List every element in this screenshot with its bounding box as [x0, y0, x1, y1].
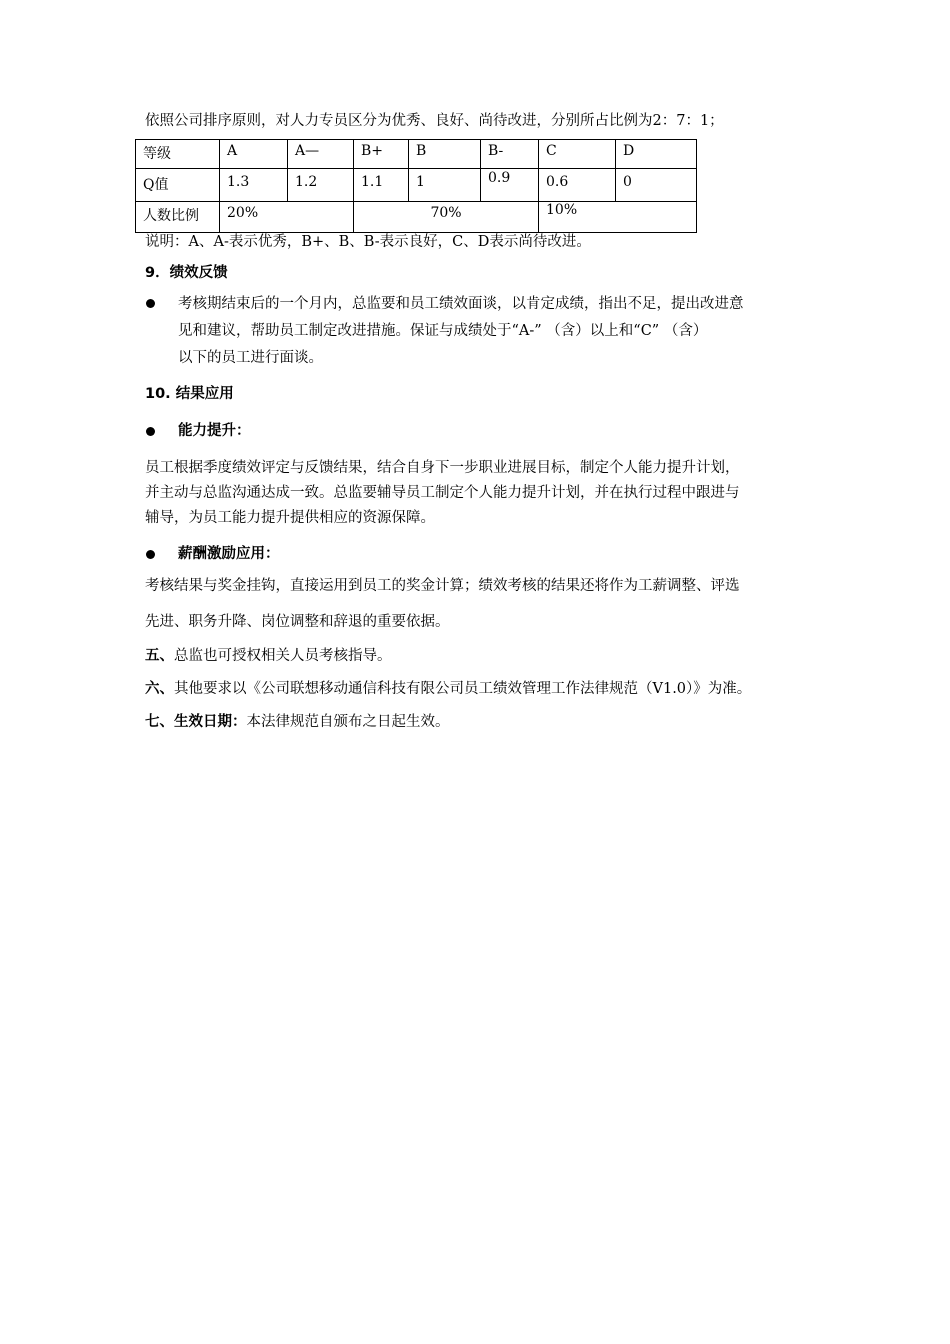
table-cell: 0.6	[539, 169, 616, 202]
table-note: 说明：A、A-表示优秀，B+、B、B-表示良好，C、D表示尚待改进。	[145, 234, 591, 250]
table-cell: B+	[354, 140, 409, 169]
table-cell: 0	[616, 169, 697, 202]
item-5-label: 五、	[145, 647, 174, 664]
sec9-line-2: 见和建议，帮助员工制定改进措施。保证与成绩处于“A-” （含）以上和“C” （含）	[178, 323, 708, 339]
item-5-text: 总监也可授权相关人员考核指导。	[174, 648, 392, 664]
ability-line-1: 员工根据季度绩效评定与反馈结果，结合自身下一步职业进展目标，制定个人能力提升计划，	[145, 460, 740, 476]
item-7-text: 本法律规范自颁布之日起生效。	[246, 714, 450, 730]
table-row-q-value	[136, 169, 697, 202]
table-cell: 1	[409, 169, 481, 202]
table-cell: Q值	[136, 169, 220, 202]
ability-line-3: 辅导，为员工能力提升提供相应的资源保障。	[145, 510, 435, 526]
table-cell: 10%	[539, 202, 697, 233]
table-cell: D	[616, 140, 697, 169]
item-6-text: 其他要求以《公司联想移动通信科技有限公司员工绩效管理工作法律规范（V1.0）》为准。	[174, 681, 752, 697]
table-row-ratio	[136, 202, 697, 233]
item-6-label: 六、	[145, 680, 174, 697]
table-cell: B	[409, 140, 481, 169]
ability-line-2: 并主动与总监沟通达成一致。总监要辅导员工制定个人能力提升计划，并在执行过程中跟进与	[145, 485, 740, 501]
grade-table	[135, 139, 697, 233]
table-cell: 1.1	[354, 169, 409, 202]
sec9-line-3: 以下的员工进行面谈。	[178, 350, 323, 366]
table-cell: B-	[481, 140, 539, 169]
item-5	[145, 646, 392, 666]
table-cell: 人数比例	[136, 202, 220, 233]
bullet-icon	[146, 427, 155, 436]
table-cell: 0.9	[481, 169, 539, 202]
ability-title: 能力提升：	[178, 422, 251, 439]
intro-paragraph: 依照公司排序原则，对人力专员区分为优秀、良好、尚待改进，分别所占比例为2：7：1；	[145, 113, 724, 129]
bullet-icon	[146, 550, 155, 559]
item-7	[145, 712, 450, 732]
section-10-heading: 10. 结果应用	[145, 386, 234, 402]
salary-title: 薪酬激励应用：	[178, 545, 280, 562]
bullet-icon	[146, 299, 155, 308]
table-row-grade	[136, 140, 697, 169]
table-cell: A	[220, 140, 288, 169]
sec9-line-1: 考核期结束后的一个月内，总监要和员工绩效面谈，以肯定成绩，指出不足，提出改进意	[178, 296, 744, 312]
item-7-label: 七、生效日期：	[145, 713, 247, 730]
item-6	[145, 679, 751, 699]
table-cell: 等级	[136, 140, 220, 169]
salary-line-1: 考核结果与奖金挂钩，直接运用到员工的奖金计算；绩效考核的结果还将作为工薪调整、评选	[145, 578, 740, 594]
salary-line-2: 先进、职务升降、岗位调整和辞退的重要依据。	[145, 614, 450, 630]
section-9-heading: 9．绩效反馈	[145, 265, 228, 281]
table-cell: A—	[288, 140, 354, 169]
table-cell: C	[539, 140, 616, 169]
table-cell: 20%	[220, 202, 354, 233]
table-cell: 1.3	[220, 169, 288, 202]
table-cell: 1.2	[288, 169, 354, 202]
table-cell: 70%	[354, 202, 539, 233]
